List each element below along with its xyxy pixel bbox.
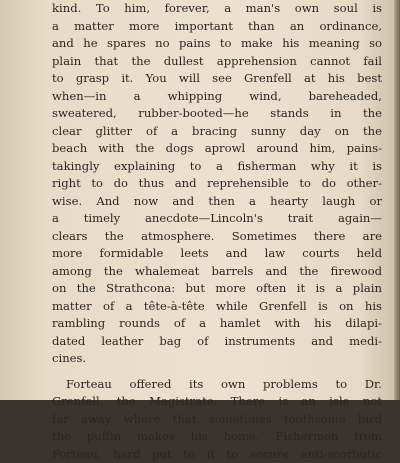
text-line: the puffin makes his home. Fishermen from xyxy=(52,428,382,446)
text-line: takingly explaining to a fisherman why it is xyxy=(52,158,382,176)
text-line: plain that the dullest apprehension cannot fail xyxy=(52,53,382,71)
text-line: clear glitter of a bracing sunny day on the xyxy=(52,123,382,141)
text-line: right to do thus and reprehensible to do other- xyxy=(52,175,382,193)
text-line: a timely anecdote—Lincoln's trait again— xyxy=(52,210,382,228)
text-line: Forteau offered its own problems to Dr. xyxy=(52,376,382,394)
text-line: Grenfell, the Magistrate. There is an isle not xyxy=(52,393,382,411)
text-line: when—in a whipping wind, bareheaded, xyxy=(52,88,382,106)
text-line: far away where that sometimes toothsome bird xyxy=(52,411,382,429)
text-line: dated leather bag of instruments and medi- xyxy=(52,333,382,351)
text-line: and he spares no pains to make his meaning so xyxy=(52,35,382,53)
text-line: beach with the dogs aprowl around him, pains- xyxy=(52,140,382,158)
text-line: to grasp it. You will see Grenfell at his best xyxy=(52,70,382,88)
text-line: Forteau, hard put to it to secure anti-scorbutic xyxy=(52,446,382,463)
text-line: a matter more important than an ordinance, xyxy=(52,18,382,36)
text-line: on the Strathcona: but more often it is a plain xyxy=(52,280,382,298)
text-line: rambling rounds of a hamlet with his dilapi- xyxy=(52,315,382,333)
text-line: sweatered, rubber-booted—he stands in the xyxy=(52,105,382,123)
page-edge xyxy=(394,0,400,400)
text-line: clears the atmosphere. Sometimes there are xyxy=(52,228,382,246)
text-line: wise. And now and then a hearty laugh or xyxy=(52,193,382,211)
text-line: more formidable leets and law courts held xyxy=(52,245,382,263)
text-line: kind. To him, forever, a man's own soul is xyxy=(52,0,382,18)
text-line: among the whalemeat barrels and the firewood xyxy=(52,263,382,281)
text-line: cines. xyxy=(52,350,382,368)
text-line: matter of a tête-à-tête while Grenfell is on his xyxy=(52,298,382,316)
paragraph-gap xyxy=(52,368,382,376)
body-text xyxy=(52,0,382,463)
